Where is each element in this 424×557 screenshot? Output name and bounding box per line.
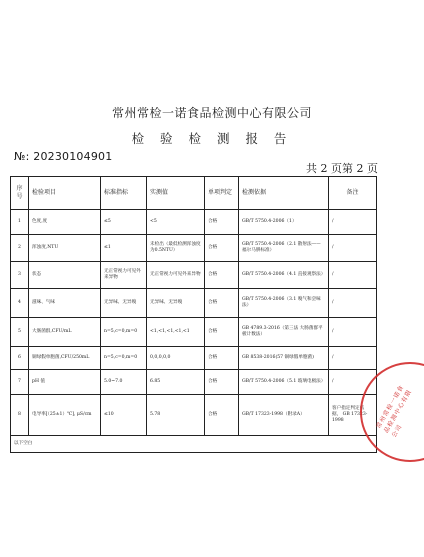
table-row bbox=[11, 347, 377, 370]
cell-basis: GB/T 5750.4-2006（5.1 玻璃电极法） bbox=[239, 370, 329, 395]
header-index: 序号 bbox=[11, 177, 29, 210]
report-title: 检 验 检 测 报 告 bbox=[131, 131, 293, 146]
cell-index: 7 bbox=[11, 370, 29, 395]
cell-judgement: 合格 bbox=[205, 235, 239, 262]
cell-standard: ≤1 bbox=[101, 235, 147, 262]
header-basis: 检测依据 bbox=[239, 177, 329, 210]
cell-basis: GB/T 5750.4-2006（1） bbox=[239, 210, 329, 235]
cell-item: 大肠菌群,CFU/mL bbox=[29, 318, 101, 347]
cell-item: 状态 bbox=[29, 262, 101, 289]
table-row bbox=[11, 318, 377, 347]
table-row bbox=[11, 235, 377, 262]
cell-basis: GB/T 17323-1998（附录A） bbox=[239, 395, 329, 436]
table-row bbox=[11, 370, 377, 395]
cell-item: 电导率[（25±1）℃], μS/cm bbox=[29, 395, 101, 436]
cell-note: / bbox=[329, 370, 377, 395]
report-number: №: 20230104901 bbox=[14, 150, 113, 163]
header-note: 备注 bbox=[329, 177, 377, 210]
cell-judgement: 合格 bbox=[205, 347, 239, 370]
cell-judgement: 合格 bbox=[205, 210, 239, 235]
cell-note: / bbox=[329, 347, 377, 370]
results-table bbox=[10, 176, 377, 453]
header-measured: 实测值 bbox=[147, 177, 205, 210]
cell-index: 2 bbox=[11, 235, 29, 262]
cell-basis: GB/T 5750.4-2006（4.1 直接观察法） bbox=[239, 262, 329, 289]
cell-standard: n=5,c=0,m=0 bbox=[101, 318, 147, 347]
cell-basis: GB 8538-2016(57 铜绿假单胞菌) bbox=[239, 347, 329, 370]
cell-index: 3 bbox=[11, 262, 29, 289]
cell-item: 浑浊度,NTU bbox=[29, 235, 101, 262]
cell-judgement: 合格 bbox=[205, 370, 239, 395]
cell-judgement: 合格 bbox=[205, 318, 239, 347]
cell-index: 1 bbox=[11, 210, 29, 235]
cell-note: / bbox=[329, 235, 377, 262]
cell-index: 5 bbox=[11, 318, 29, 347]
cell-measured: 0,0,0,0,0 bbox=[147, 347, 205, 370]
cell-index: 6 bbox=[11, 347, 29, 370]
cell-index: 8 bbox=[11, 395, 29, 436]
cell-standard: 5.0~7.0 bbox=[101, 370, 147, 395]
cell-note: / bbox=[329, 262, 377, 289]
cell-measured: <1,<1,<1,<1,<1 bbox=[147, 318, 205, 347]
cell-measured: 5.78 bbox=[147, 395, 205, 436]
cell-item: 色度,度 bbox=[29, 210, 101, 235]
cell-standard: ≤10 bbox=[101, 395, 147, 436]
cell-note: / bbox=[329, 318, 377, 347]
cell-basis: GB 4789.3-2016（第三法 大肠菌群平板计数法） bbox=[239, 318, 329, 347]
cell-standard: n=5,c=0,m=0 bbox=[101, 347, 147, 370]
cell-note: / bbox=[329, 210, 377, 235]
table-row bbox=[11, 210, 377, 235]
cell-measured: 无异味、无异嗅 bbox=[147, 289, 205, 318]
cell-judgement: 合格 bbox=[205, 262, 239, 289]
cell-judgement: 合格 bbox=[205, 395, 239, 436]
header-standard: 标准指标 bbox=[101, 177, 147, 210]
table-header-row bbox=[11, 177, 377, 210]
cell-basis: GB/T 5750.4-2006（3.1 嗅气和尝味法） bbox=[239, 289, 329, 318]
cell-note: 客户指定判定依据， GB 17323-1998 bbox=[329, 395, 377, 436]
header-judgement: 单项判定 bbox=[205, 177, 239, 210]
cell-note: / bbox=[329, 289, 377, 318]
table-row bbox=[11, 395, 377, 436]
cell-measured: 未检出（最低检测浑浊度为0.5NTU） bbox=[147, 235, 205, 262]
cell-index: 4 bbox=[11, 289, 29, 318]
cell-judgement: 合格 bbox=[205, 289, 239, 318]
cell-measured: <5 bbox=[147, 210, 205, 235]
cell-standard: ≤5 bbox=[101, 210, 147, 235]
cell-basis: GB/T 5750.4-2006（2.1 散射法——福尔马肼标准） bbox=[239, 235, 329, 262]
cell-standard: 无正常视力可见外来异物 bbox=[101, 262, 147, 289]
table-footer-row bbox=[11, 436, 377, 453]
cell-measured: 无正常视力可见外来异物 bbox=[147, 262, 205, 289]
cell-standard: 无异味、无异嗅 bbox=[101, 289, 147, 318]
table-row bbox=[11, 289, 377, 318]
seal-text: 常州常检一诺食品检测中心有限公司 bbox=[375, 383, 414, 439]
cell-measured: 6.85 bbox=[147, 370, 205, 395]
page-count: 共 2 页第 2 页 bbox=[306, 162, 378, 175]
table-row bbox=[11, 262, 377, 289]
header-item: 检验项目 bbox=[29, 177, 101, 210]
organization-name: 常州常检一诺食品检测中心有限公司 bbox=[111, 106, 312, 120]
blank-below-note: 以下空白 bbox=[11, 436, 377, 453]
cell-item: 滋味、气味 bbox=[29, 289, 101, 318]
cell-item: pH 值 bbox=[29, 370, 101, 395]
cell-item: 铜绿假单胞菌,CFU/250mL bbox=[29, 347, 101, 370]
